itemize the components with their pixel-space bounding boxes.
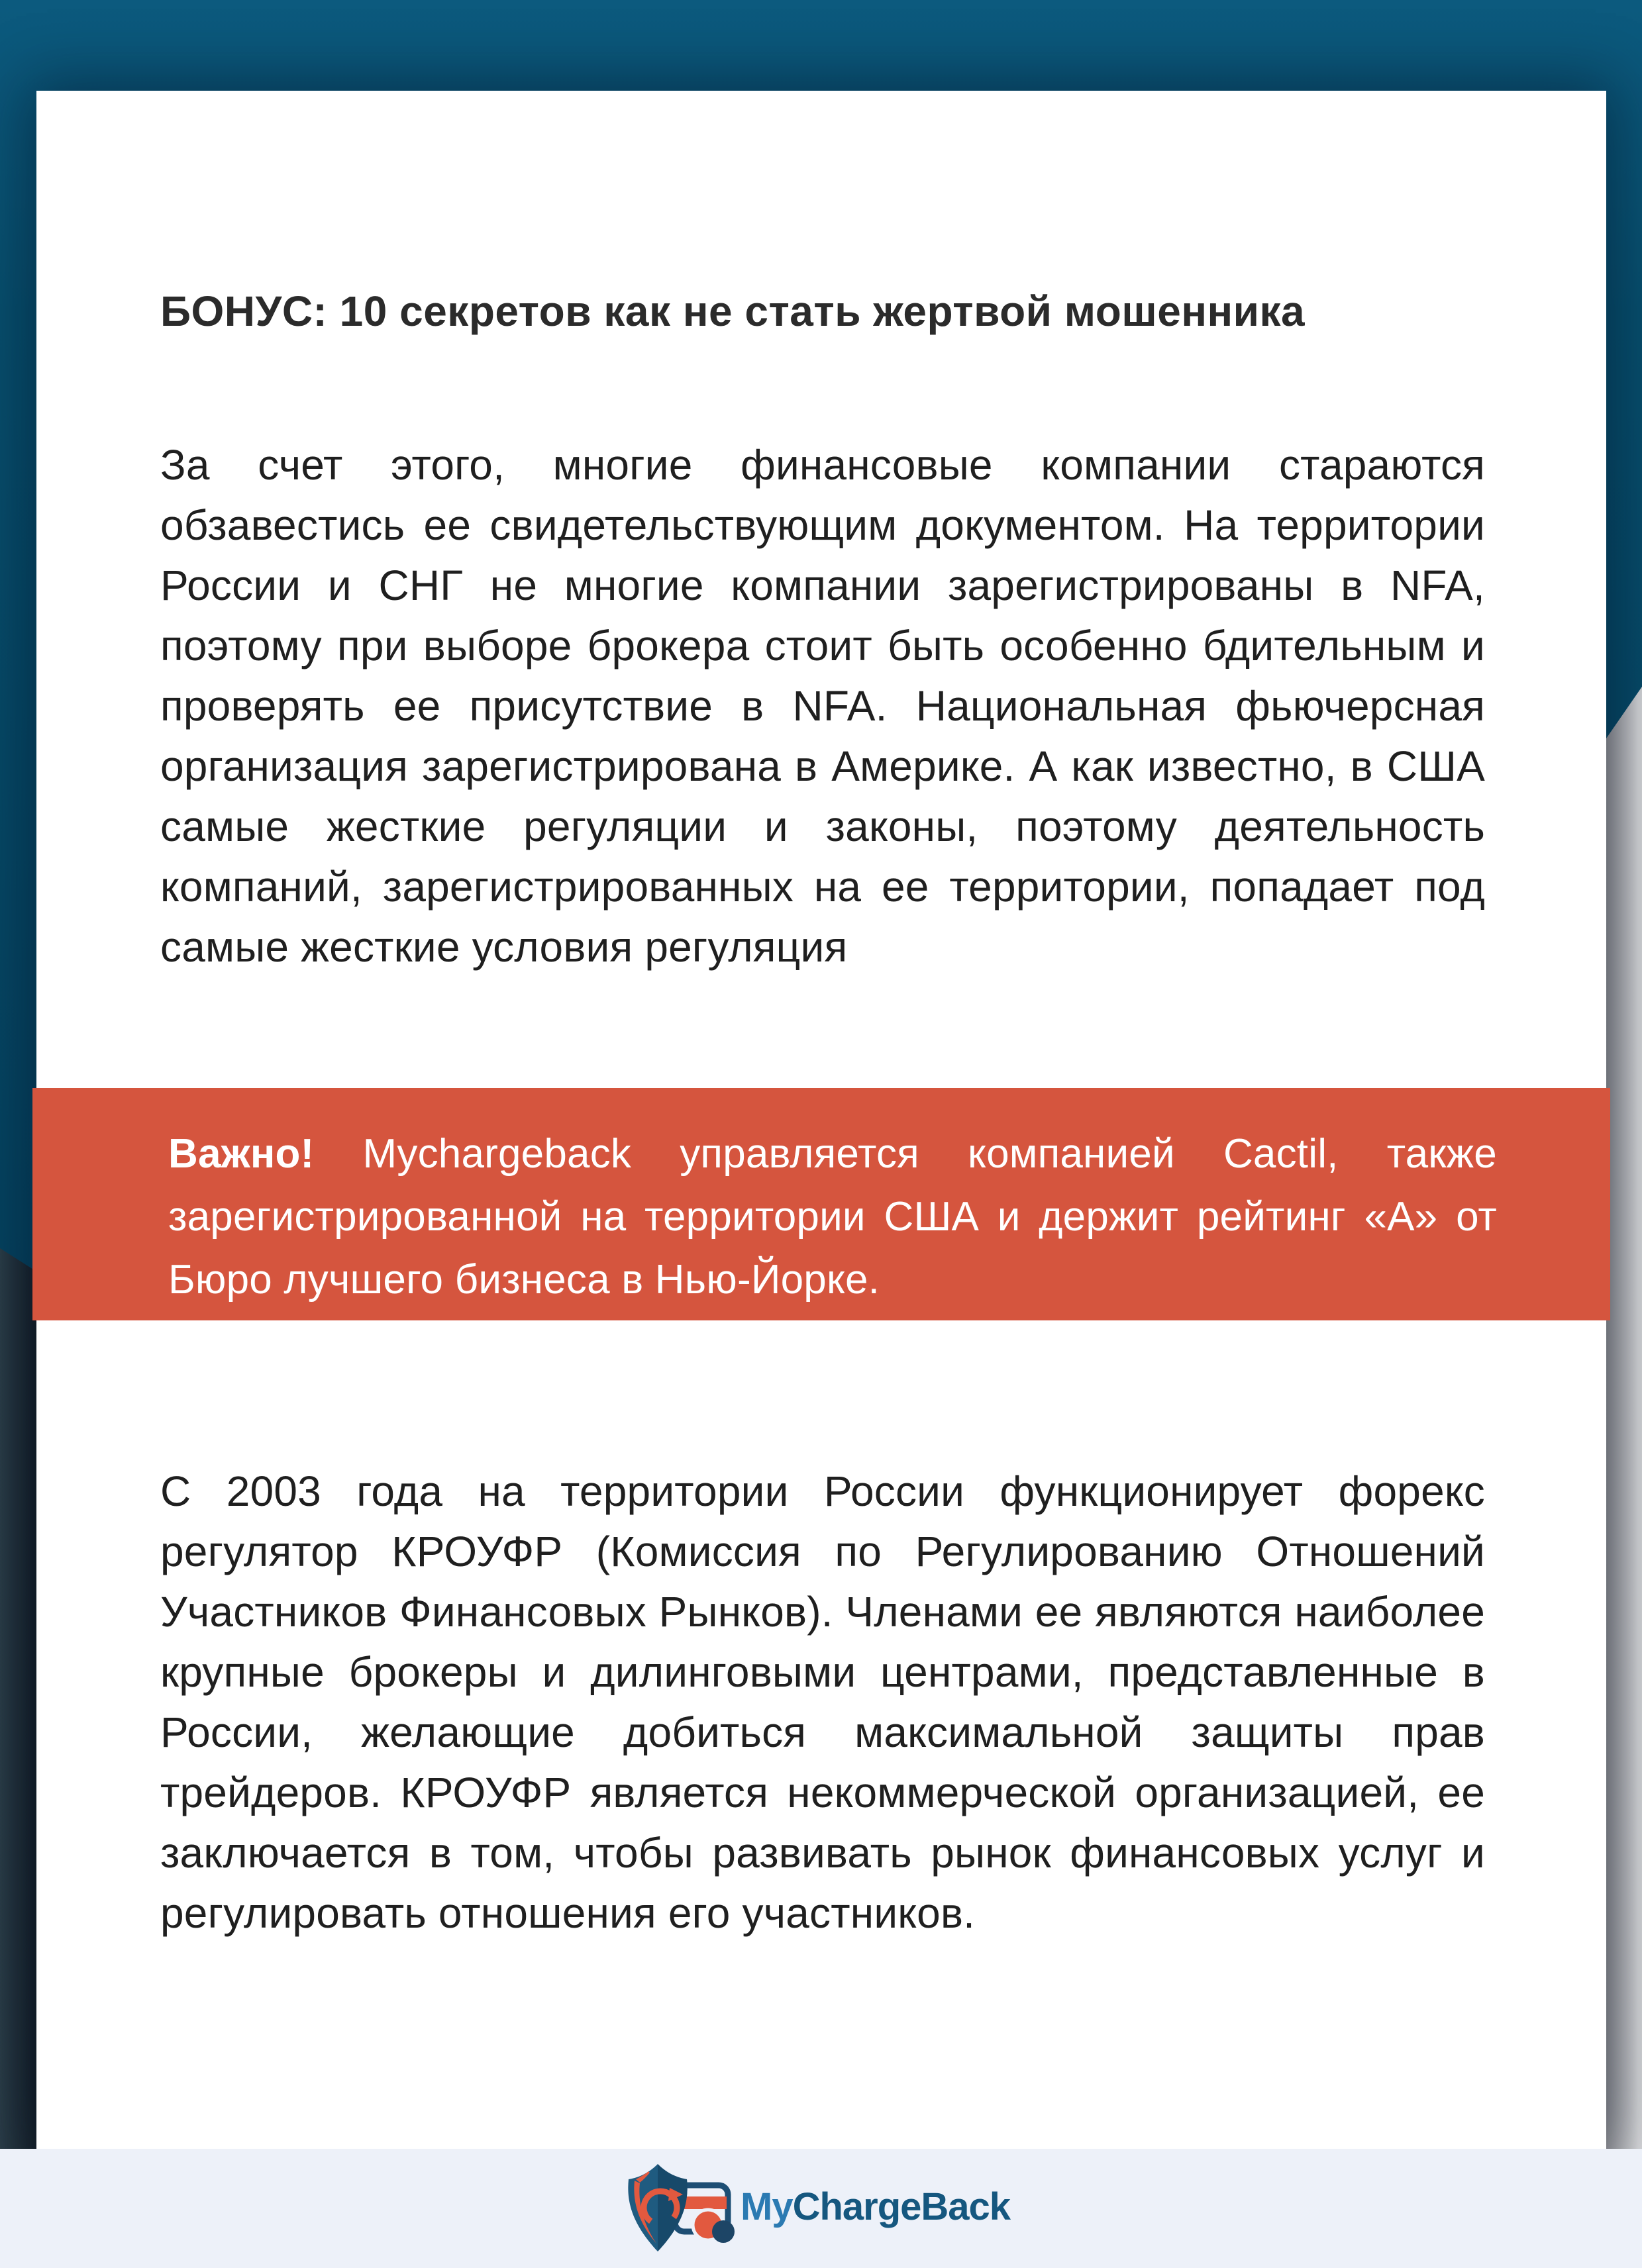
footer-band <box>0 2149 1642 2268</box>
logo-wordmark-chargeback: ChargeBack <box>792 2185 1010 2228</box>
paragraph-nfa-regulation: За счет этого, многие финансовые компании стараются обзавестись ее свидетельствующим документом. На территории России и СНГ не многие компании зарегистрированы в NFA, поэтому при выборе брокера стоит быть особенно бдительным и проверять ее присутствие в NFA. Национальная фьючерсная организация зарегистрирована в Америке. А как известно, в США самые жесткие регуляции и законы, поэтому деятельность компаний, зарегистрированных на ее территории, попадает под самые жесткие условия регуляция <box>160 441 1485 971</box>
logo-wordmark <box>741 2185 1011 2228</box>
callout-label: Важно! <box>168 1131 315 1177</box>
logo-wordmark-my: My <box>740 2185 793 2228</box>
page-title: БОНУС: 10 секретов как не стать жертвой мошенника <box>160 287 1306 335</box>
callout-text: Mychargeback управляется компанией Cactil, также зарегистрированной на территории США и держит рейтинг «А» от Бюро лучшего бизнеса в Нью-Йорке. <box>168 1131 1497 1303</box>
paragraph-kroufr: С 2003 года на территории России функционирует форекс регулятор КРОУФР (Комиссия по Регулированию Отношений Участников Финансовых Рынков). Членами ее являются наиболее крупные брокеры и дилинговыми центрами, представленные в России, желающие добиться максимальной защиты прав трейдеров. КРОУФР является некоммерческой организацией, ее заключается в том, чтобы развивать рынок финансовых услуг и регулировать отношения его участников. <box>160 1467 1485 1937</box>
left-edge-decoration <box>0 1248 36 2149</box>
shield-icon <box>628 2164 687 2251</box>
mychargeback-logo <box>626 2159 1017 2258</box>
right-edge-decoration <box>1605 687 1642 2149</box>
mychargeback-logo-graphic <box>626 2159 1017 2258</box>
important-callout-box <box>32 1088 1610 1320</box>
